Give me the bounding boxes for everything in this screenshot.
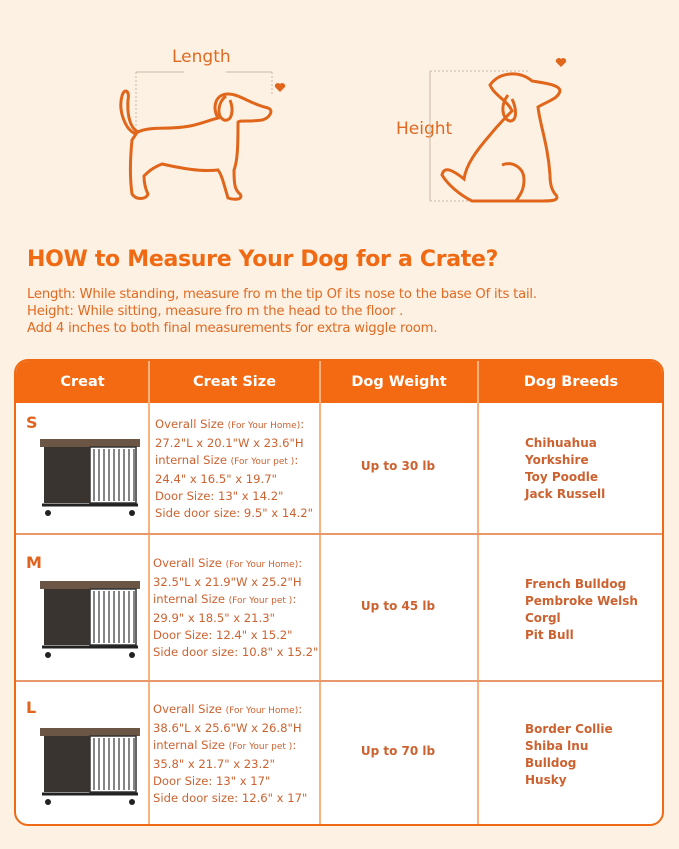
size-label: S bbox=[26, 413, 38, 432]
internal-label: internal Size bbox=[153, 592, 225, 606]
height-label: Height bbox=[396, 119, 453, 139]
door-size: Door Size: 13" x 17" bbox=[153, 774, 271, 788]
door-size: Door Size: 13" x 14.2" bbox=[155, 489, 284, 503]
header-crate-size: Creat Size bbox=[192, 374, 277, 390]
breed: Chihuahua bbox=[525, 436, 597, 450]
size-chart-table bbox=[14, 359, 664, 826]
side-door-size: Side door size: 10.8" x 15.2" bbox=[153, 645, 319, 659]
height-instruction: Height: While sitting, measure fro m the head to the floor . bbox=[27, 304, 404, 319]
crate-image bbox=[30, 718, 148, 818]
crate-size-spec: Overall Size (For Your Home): 32.5"L x 21.9"W x 25.2"H internal Size (For Your pet ): 29.9" x 18.5" x 21.3" Door Size: 12.4" x 15.2" Side door size: 10.8" x 15.2" bbox=[153, 556, 319, 659]
standing-dog-icon bbox=[100, 60, 300, 210]
crate-size-spec: Overall Size (For Your Home): 38.6"L x 25.6"W x 26.8"H internal Size (For Your pet ): 35.8" x 21.7" x 23.2" Door Size: 13" x 17" Side door size: 12.6" x 17" bbox=[153, 702, 308, 805]
dog-breeds bbox=[525, 435, 605, 503]
breed: Pembroke Welsh bbox=[525, 594, 638, 608]
internal-size: 29.9" x 18.5" x 21.3" bbox=[153, 611, 275, 625]
breed: Jack Russell bbox=[525, 487, 606, 501]
size-label: M bbox=[26, 553, 42, 572]
breed: Yorkshire bbox=[525, 453, 589, 467]
dog-weight: Up to 45 lb bbox=[360, 599, 436, 613]
overall-label: Overall Size bbox=[153, 556, 222, 570]
sitting-dog-icon bbox=[420, 55, 580, 210]
overall-note: (For Your Home) bbox=[225, 706, 299, 716]
page-title: HOW to Measure Your Dog for a Crate? bbox=[27, 247, 499, 272]
table-row bbox=[16, 682, 662, 826]
length-label: Length bbox=[172, 47, 231, 67]
header-dog-breeds: Dog Breeds bbox=[523, 374, 619, 390]
breed: Husky bbox=[525, 773, 567, 787]
crate-image bbox=[30, 429, 148, 529]
internal-size: 24.4" x 16.5" x 19.7" bbox=[155, 472, 277, 486]
crate-image bbox=[30, 571, 148, 671]
overall-note: (For Your Home) bbox=[227, 421, 301, 431]
instructions bbox=[27, 286, 537, 337]
internal-label: internal Size bbox=[155, 453, 227, 467]
breed: Border Collie bbox=[525, 722, 613, 736]
internal-note: (For Your pet ) bbox=[228, 742, 293, 752]
internal-label: internal Size bbox=[153, 738, 225, 752]
dog-breeds bbox=[525, 576, 638, 644]
internal-size: 35.8" x 21.7" x 23.2" bbox=[153, 757, 275, 771]
overall-size: 27.2"L x 20.1"W x 23.6"H bbox=[155, 436, 304, 450]
extra-room-instruction: Add 4 inches to both final measurements for extra wiggle room. bbox=[27, 321, 438, 336]
header-dog-weight: Dog Weight bbox=[351, 374, 447, 390]
dog-weight: Up to 70 lb bbox=[360, 744, 436, 758]
door-size: Door Size: 12.4" x 15.2" bbox=[153, 628, 293, 642]
overall-note: (For Your Home) bbox=[225, 560, 299, 570]
overall-label: Overall Size bbox=[153, 702, 222, 716]
breed: Bulldog bbox=[525, 756, 577, 770]
overall-label: Overall Size bbox=[155, 417, 224, 431]
dog-breeds bbox=[525, 721, 613, 789]
table-row bbox=[16, 535, 662, 680]
side-door-size: Side door size: 9.5" x 14.2" bbox=[155, 506, 313, 520]
table-row bbox=[16, 403, 662, 533]
side-door-size: Side door size: 12.6" x 17" bbox=[153, 791, 308, 805]
breed: Pit Bull bbox=[525, 628, 574, 642]
breed: Corgl bbox=[525, 611, 561, 625]
header-crate: Creat bbox=[60, 374, 105, 390]
internal-note: (For Your pet ) bbox=[228, 596, 293, 606]
breed: Toy Poodle bbox=[525, 470, 598, 484]
table-header bbox=[16, 361, 662, 403]
size-label: L bbox=[26, 698, 37, 717]
length-instruction: Length: While standing, measure fro m the tip Of its nose to the base Of its tail. bbox=[27, 287, 537, 302]
dog-weight: Up to 30 lb bbox=[360, 459, 436, 473]
overall-size: 38.6"L x 25.6"W x 26.8"H bbox=[153, 721, 302, 735]
crate-size-spec: Overall Size (For Your Home): 27.2"L x 20.1"W x 23.6"H internal Size (For Your pet ): 24.4" x 16.5" x 19.7" Door Size: 13" x 14.2" Side door size: 9.5" x 14.2" bbox=[155, 417, 313, 520]
overall-size: 32.5"L x 21.9"W x 25.2"H bbox=[153, 575, 302, 589]
breed: Shiba lnu bbox=[525, 739, 589, 753]
breed: French Bulldog bbox=[525, 577, 627, 591]
internal-note: (For Your pet ) bbox=[230, 457, 295, 467]
